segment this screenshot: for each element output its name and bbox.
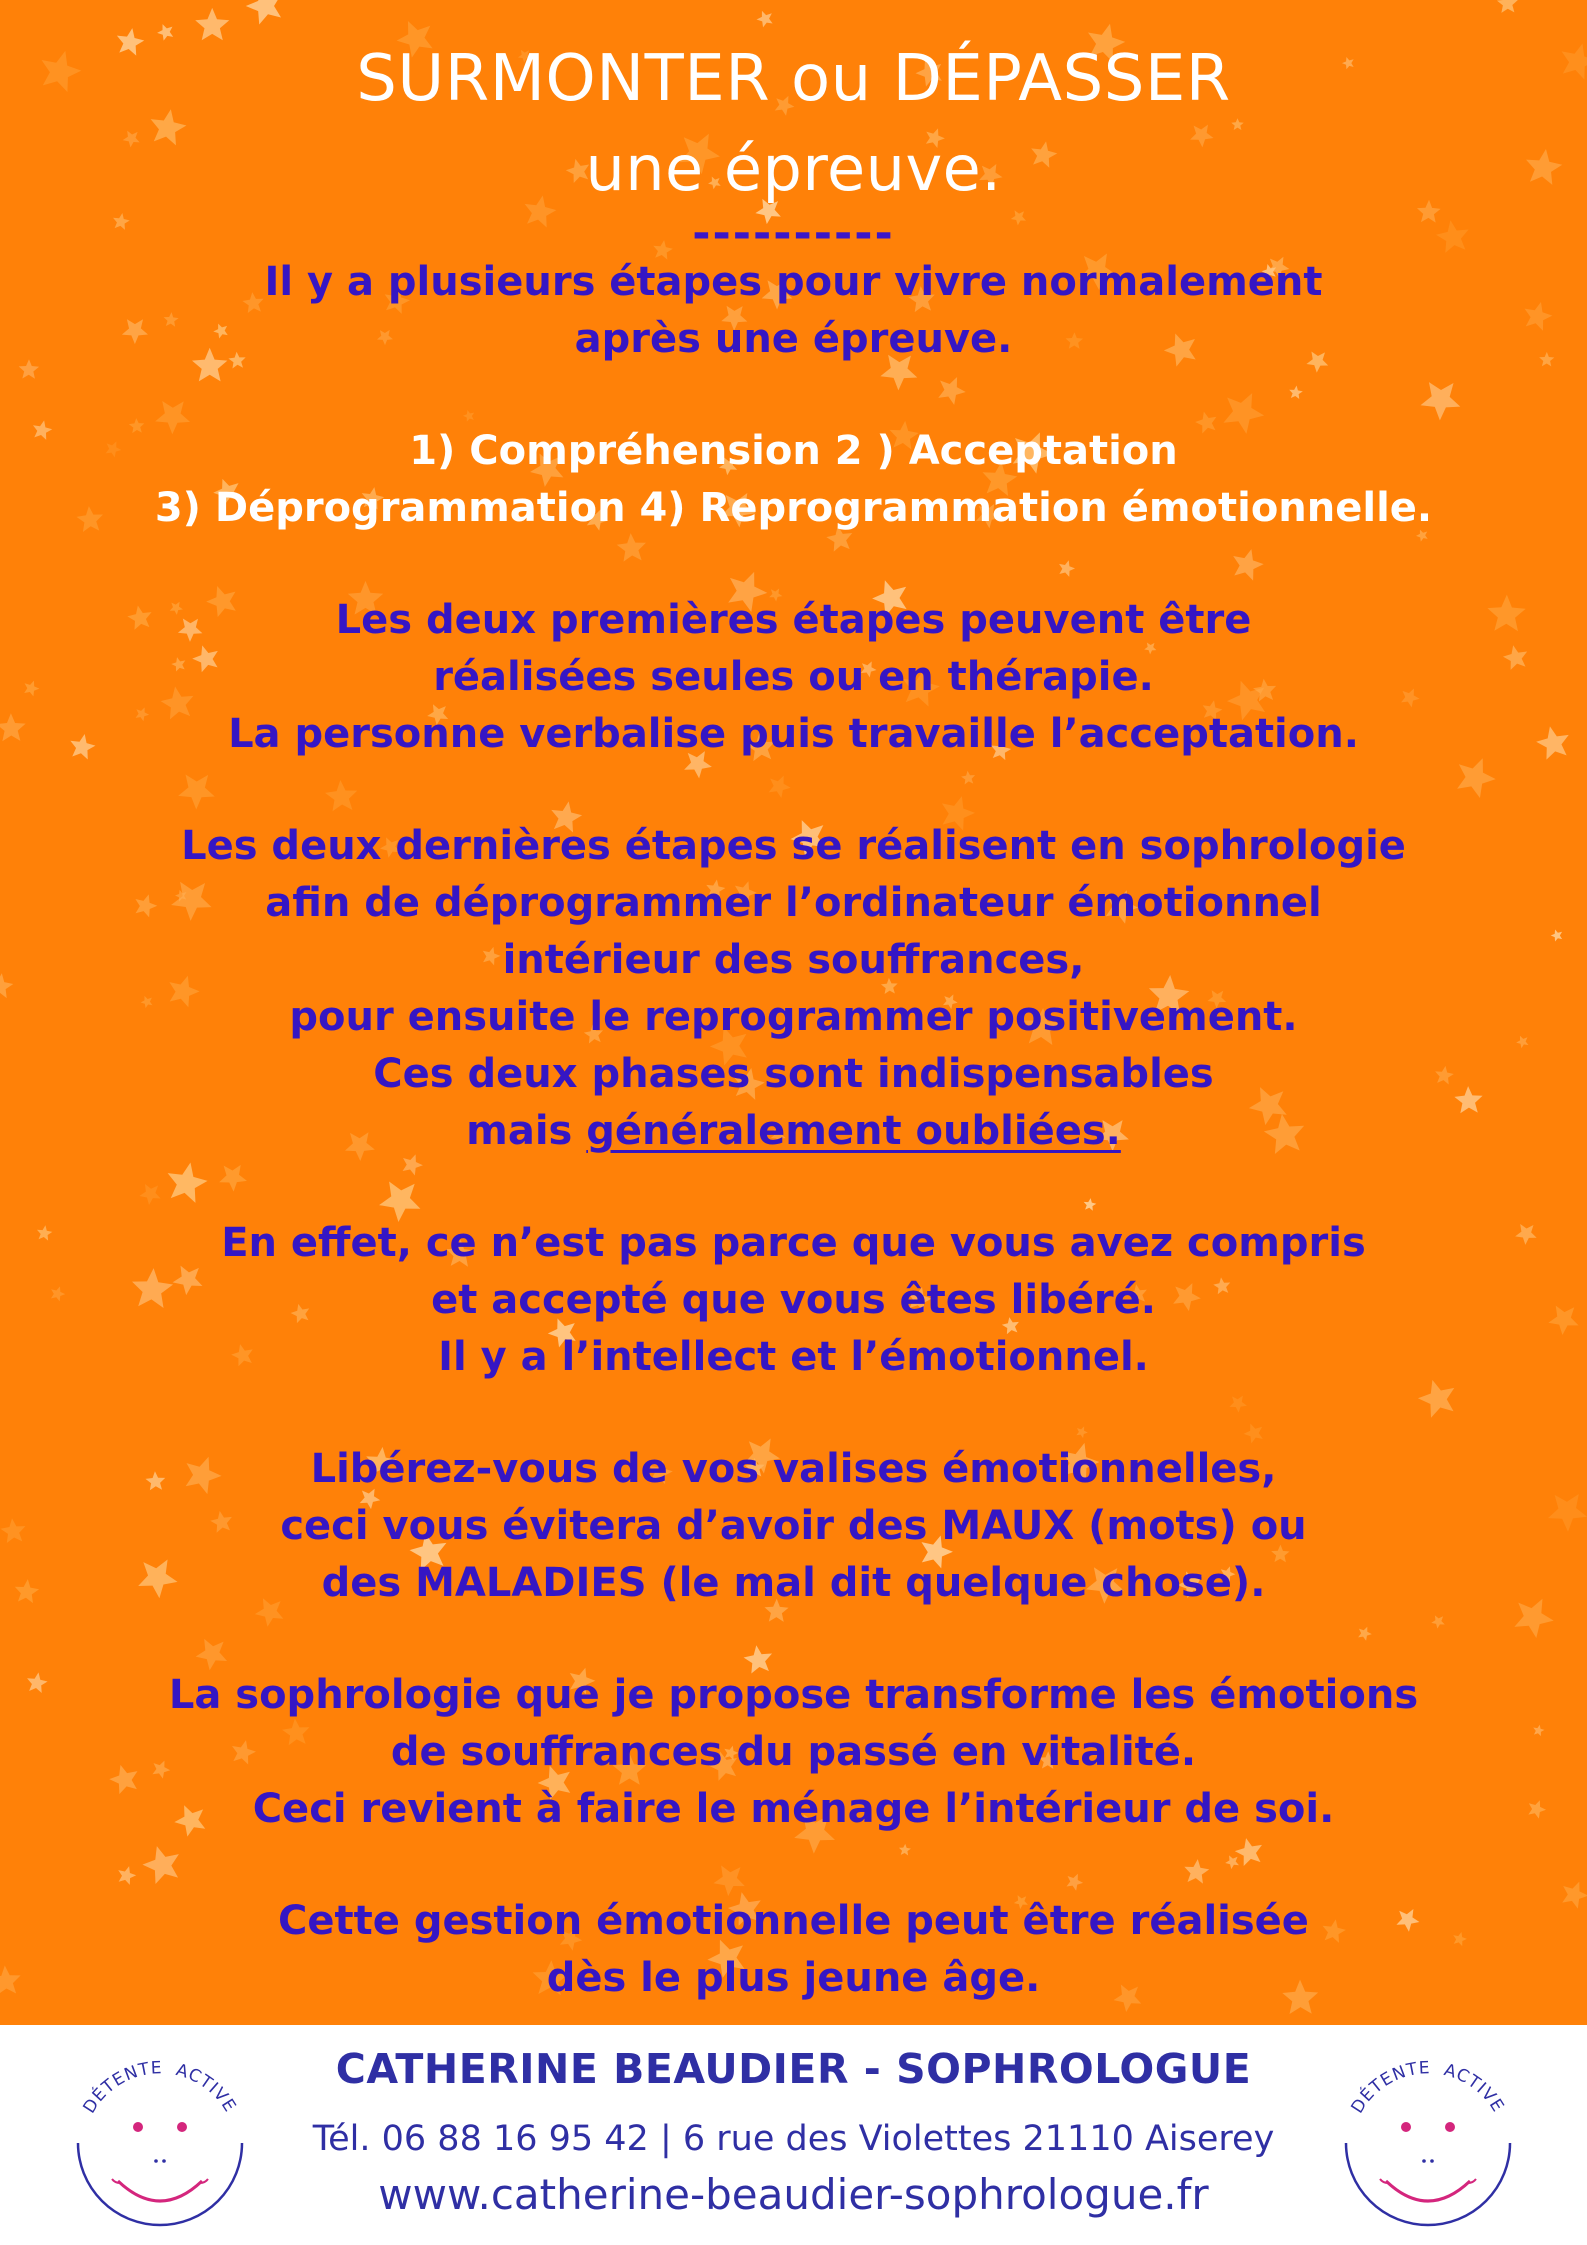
- text-prefix: mais: [466, 1108, 587, 1154]
- text-line: après une épreuve.: [574, 316, 1013, 362]
- text-line: et accepté que vous êtes libéré.: [431, 1277, 1156, 1323]
- first-steps-paragraph: [0, 592, 1587, 763]
- age-paragraph: [0, 1893, 1587, 2007]
- text-line: Cette gestion émotionnelle peut être réalisée: [278, 1898, 1309, 1944]
- steps-list: [0, 423, 1587, 537]
- effect-paragraph: [0, 1215, 1587, 1386]
- text-line: Libérez-vous de vos valises émotionnelles,: [310, 1446, 1277, 1492]
- text-line: 1) Compréhension 2 ) Acceptation: [409, 428, 1178, 474]
- text-line: Ces deux phases sont indispensables: [373, 1051, 1214, 1097]
- underlined-text: généralement oubliées.: [586, 1108, 1121, 1154]
- text-line: des MALADIES (le mal dit quelque chose).: [321, 1560, 1266, 1606]
- text-line: Ceci revient à faire le ménage l’intérieur de soi.: [252, 1786, 1335, 1832]
- text-line: afin de déprogrammer l’ordinateur émotionnel: [265, 880, 1322, 926]
- title-line-1: SURMONTER ou DÉPASSER: [356, 42, 1231, 116]
- text-line: de souffrances du passé en vitalité.: [390, 1729, 1197, 1775]
- sophrology-paragraph: [0, 1667, 1587, 1838]
- text-line: En effet, ce n’est pas parce que vous avez compris: [221, 1220, 1366, 1266]
- title-line-2: une épreuve.: [585, 132, 1002, 205]
- logo-word-left: DÉTENTE: [79, 2058, 163, 2118]
- text-line: intérieur des souffrances,: [502, 937, 1085, 983]
- text-line: réalisées seules ou en thérapie.: [433, 654, 1154, 700]
- last-steps-paragraph: [0, 818, 1587, 1160]
- text-line: Il y a l’intellect et l’émotionnel.: [438, 1334, 1149, 1380]
- text-line: ceci vous évitera d’avoir des MAUX (mots) ou: [280, 1503, 1307, 1549]
- text-line: Les deux premières étapes peuvent être: [335, 597, 1252, 643]
- title-separator: ----------: [692, 208, 895, 259]
- footer-website-link[interactable]: www.catherine-beaudier-sophrologue.fr: [378, 2170, 1209, 2219]
- intro-paragraph: [0, 254, 1587, 368]
- page-title: [0, 34, 1587, 214]
- text-line: 3) Déprogrammation 4) Reprogrammation émotionnelle.: [154, 485, 1433, 531]
- logo-word-left: DÉTENTE: [1347, 2058, 1431, 2118]
- text-line: Les deux dernières étapes se réalisent en sophrologie: [181, 823, 1406, 869]
- text-line: La sophrologie que je propose transforme les émotions: [168, 1672, 1419, 1718]
- text-line: Il y a plusieurs étapes pour vivre normalement: [264, 259, 1323, 305]
- text-line: [0, 1103, 1587, 1160]
- footer-contact: Tél. 06 88 16 95 42 | 6 rue des Violettes 21110 Aiserey: [312, 2119, 1275, 2159]
- footer-name: CATHERINE BEAUDIER - SOPHROLOGUE: [335, 2045, 1252, 2093]
- text-line: dès le plus jeune âge.: [546, 1955, 1041, 2001]
- logo-word-right: ACTIVE: [173, 2060, 240, 2117]
- free-paragraph: [0, 1441, 1587, 1612]
- text-line: La personne verbalise puis travaille l’acceptation.: [228, 711, 1359, 757]
- logo-word-right: ACTIVE: [1441, 2060, 1508, 2117]
- text-line: pour ensuite le reprogrammer positivement.: [289, 994, 1298, 1040]
